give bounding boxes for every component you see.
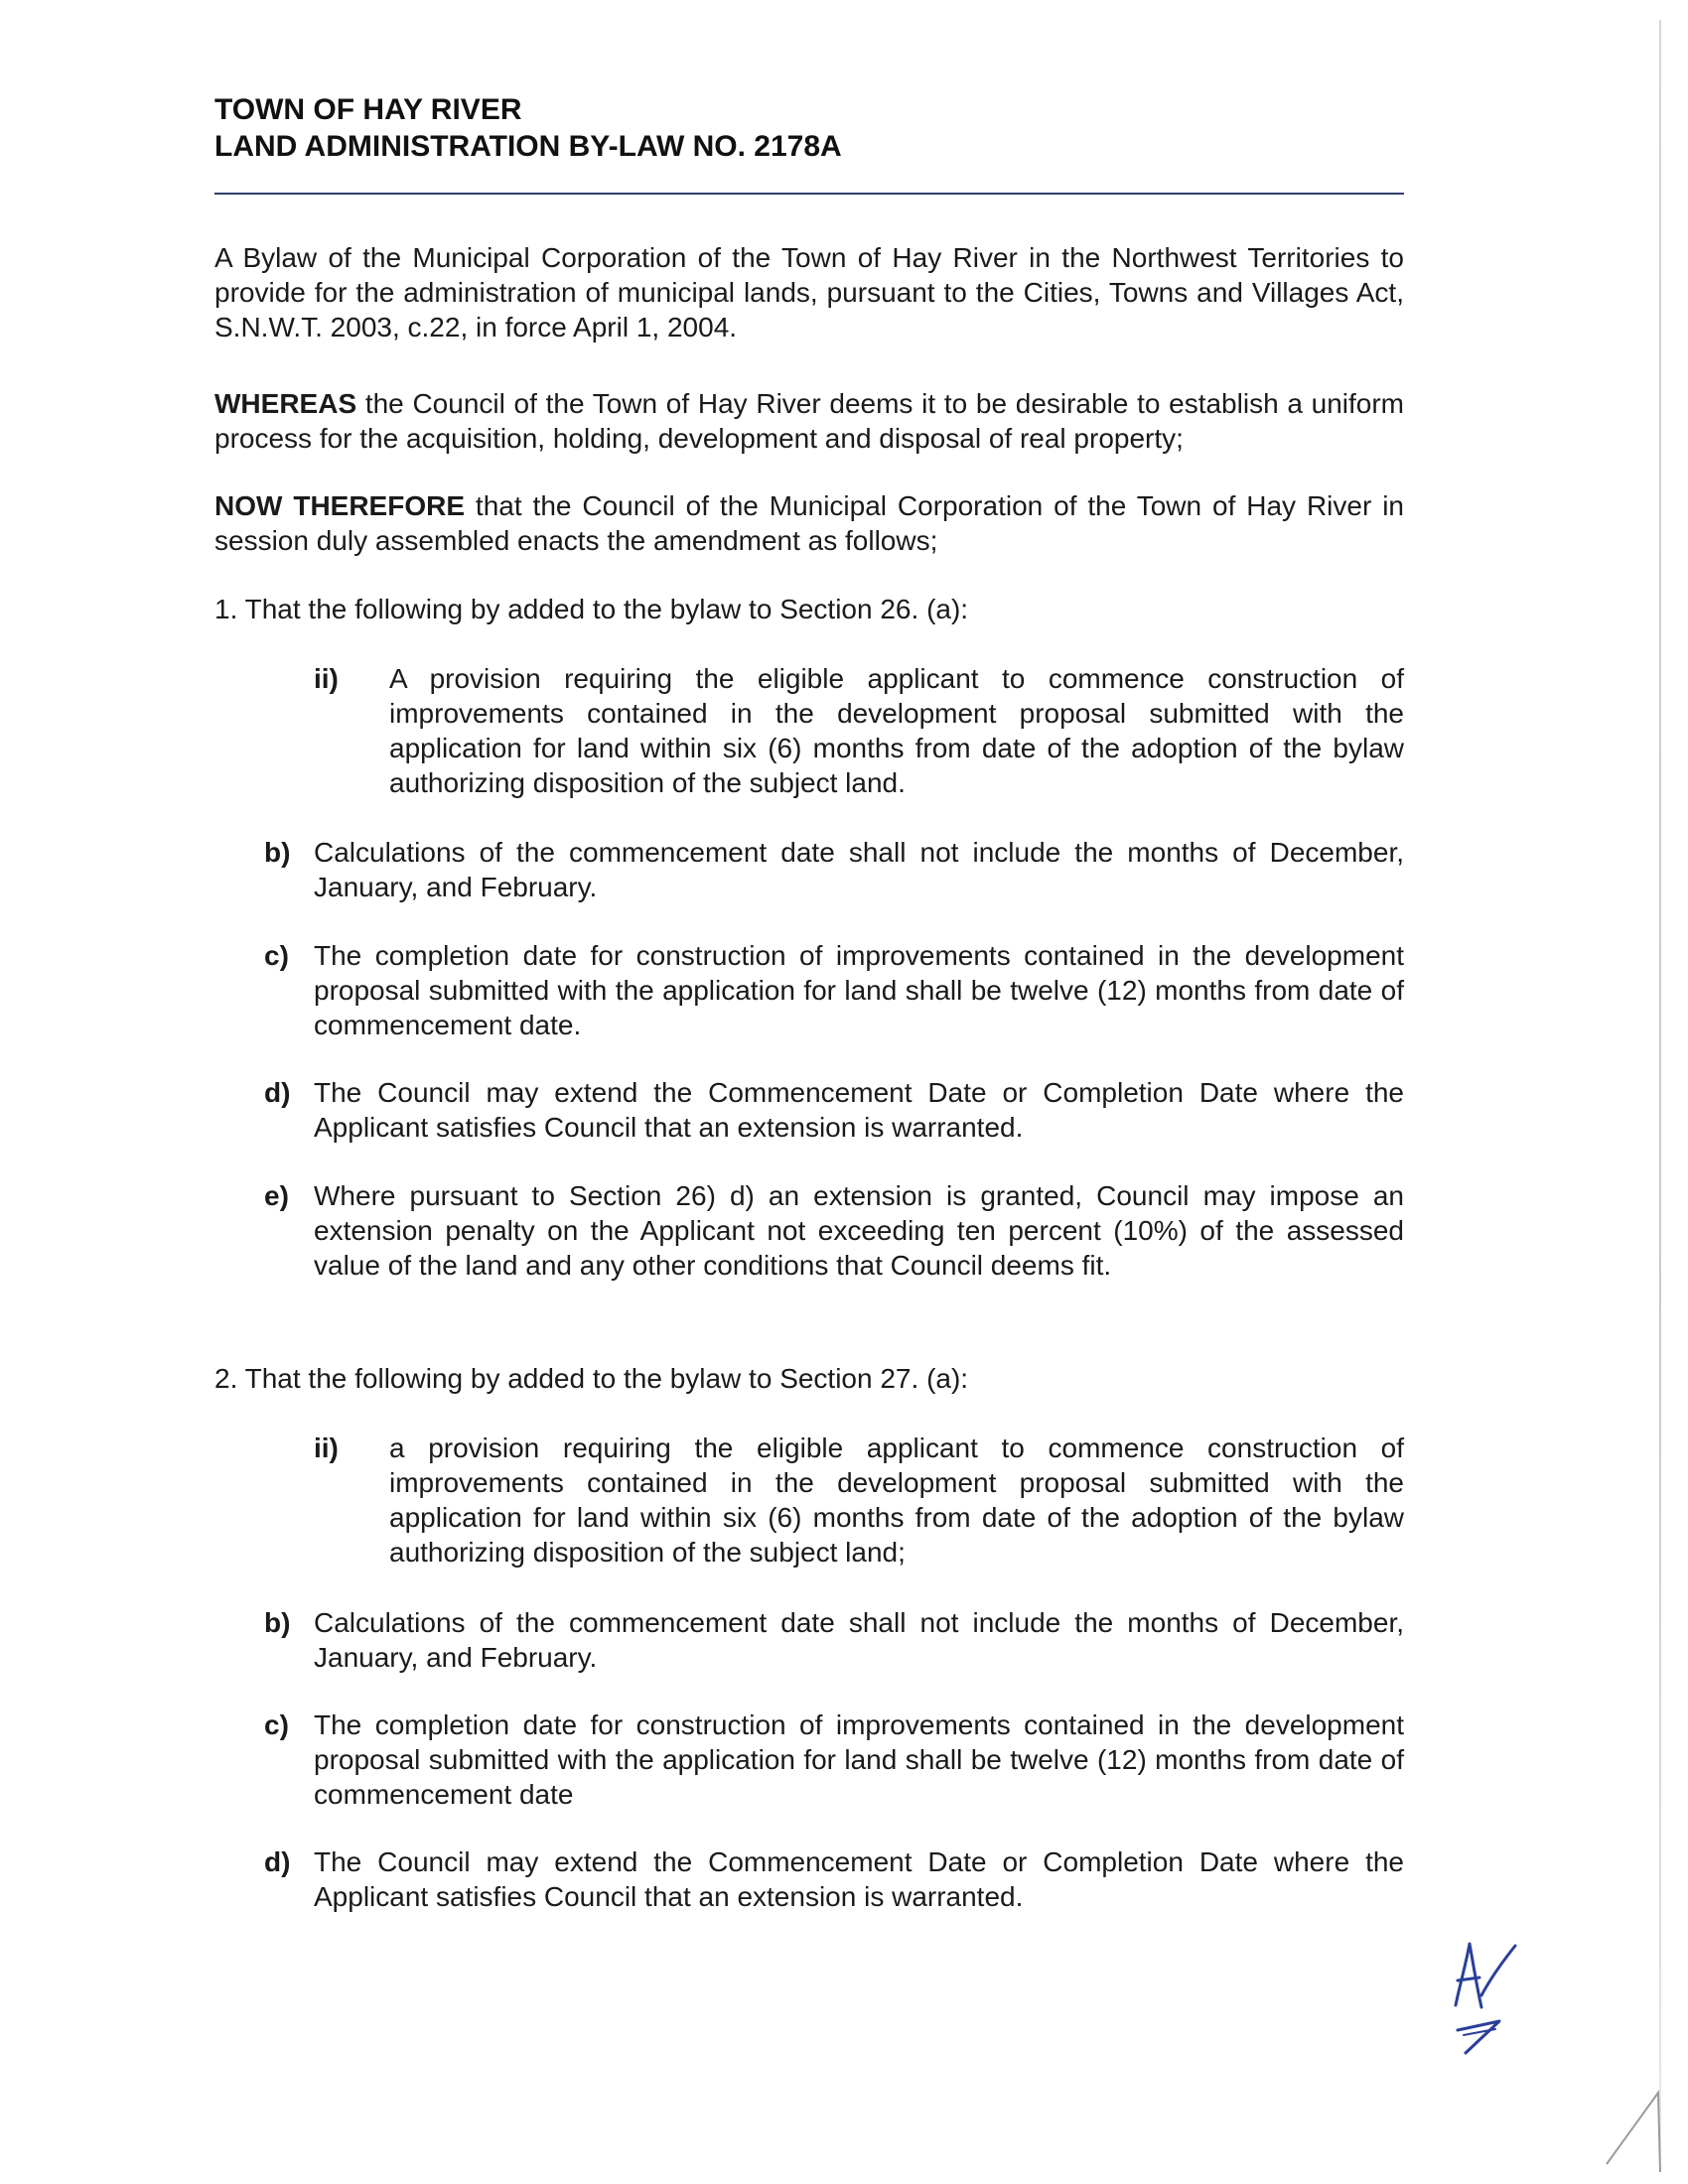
item-marker: d) [264,1846,291,1877]
intro-paragraph: A Bylaw of the Municipal Corporation of the Town of Hay River in the Northwest Territories to provide for the administration of municipal lands, pursuant to the Cities, Towns and Villages Act, S.N.W.T. 2003, c.22, in force April 1, 2004. [214,242,1404,342]
item-text: The completion date for construction of improvements contained in the development proposal submitted with the application for land shall be twelve (12) months from date of commencement date [314,1709,1404,1810]
whereas-text: the Council of the Town of Hay River deems it to be desirable to establish a uniform process for the acquisition, holding, development and disposal of real property; [214,388,1404,454]
header-bylaw-title: LAND ADMINISTRATION BY-LAW NO. 2178A [214,130,842,163]
item-text: A provision requiring the eligible applicant to commence construction of improvements contained in the development proposal submitted with the application for land within six (6) months from date of the adoption of the bylaw authorizing disposition of the subject land. [389,663,1404,798]
item-text: The Council may extend the Commencement Date or Completion Date where the Applicant satisfies Council that an extension is warranted. [314,1846,1404,1912]
item-text: Calculations of the commencement date shall not include the months of December, January, and February. [314,837,1404,902]
handwritten-initials [1438,1936,1527,2065]
item-marker: b) [264,1607,291,1638]
whereas-paragraph [214,386,1404,456]
now-therefore-lead: NOW THEREFORE [214,490,466,521]
whereas-lead: WHEREAS [214,388,357,419]
item-marker: ii) [314,663,339,694]
item-marker: ii) [314,1433,339,1463]
header-town-name: TOWN OF HAY RIVER [214,93,522,126]
header-divider [214,193,1404,195]
item-marker: b) [264,837,291,868]
item-text: a provision requiring the eligible applicant to commence construction of improvements contained in the development proposal submitted with the application for land within six (6) months from date of the adoption of the bylaw authorizing disposition of the subject land; [389,1433,1404,1568]
item-marker: c) [264,1709,289,1740]
now-therefore-text: that the Council of the Municipal Corporation of the Town of Hay River in session duly assembled enacts the amendment as follows; [214,490,1404,556]
item-text: The completion date for construction of improvements contained in the development proposal submitted with the application for land shall be twelve (12) months from date of commencement date. [314,940,1404,1040]
item-text: Calculations of the commencement date shall not include the months of December, January, and February. [314,1607,1404,1673]
item-text: The Council may extend the Commencement Date or Completion Date where the Applicant satisfies Council that an extension is warranted. [314,1077,1404,1143]
item-marker: d) [264,1077,291,1108]
now-therefore-paragraph [214,488,1404,558]
section-2-heading: 2. That the following by added to the bylaw to Section 27. (a): [214,1363,969,1394]
item-marker: c) [264,940,289,971]
page-corner-fold-icon [1599,2085,1668,2174]
item-text: Where pursuant to Section 26) d) an extension is granted, Council may impose an extension penalty on the Applicant not exceeding ten percent (10%) of the assessed value of the land and any other conditions that Council deems fit. [314,1180,1404,1281]
item-marker: e) [264,1180,289,1211]
section-1-heading: 1. That the following by added to the bylaw to Section 26. (a): [214,594,969,624]
document-header [214,91,1406,165]
scan-edge-line [1659,20,1661,2154]
